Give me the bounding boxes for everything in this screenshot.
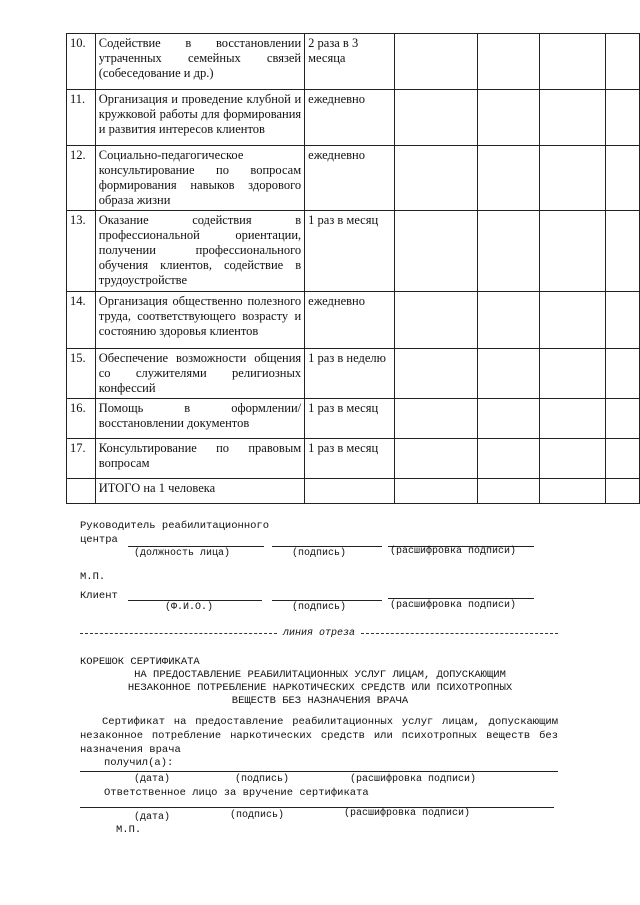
row-number: 16. <box>67 399 96 439</box>
empty-cell <box>478 349 540 399</box>
service-frequency: 1 раз в месяц <box>305 211 395 292</box>
caption-fio: (Ф.И.О.) <box>165 602 214 613</box>
cut-dash-right <box>361 633 558 634</box>
table-row <box>67 90 640 146</box>
head-label-line2: центра <box>80 534 118 546</box>
service-name: Содействие в восстановлении утраченных семейных связей (собеседование и др.) <box>95 34 304 90</box>
empty-cell <box>478 439 540 479</box>
empty-cell <box>394 146 478 211</box>
stub-title: КОРЕШОК СЕРТИФИКАТА <box>80 656 200 668</box>
empty-cell <box>540 90 606 146</box>
empty-cell <box>478 292 540 349</box>
table-row <box>67 399 640 439</box>
empty-cell <box>478 479 540 504</box>
cut-line <box>80 628 558 639</box>
empty-cell <box>540 292 606 349</box>
empty-cell <box>478 34 540 90</box>
empty-cell <box>394 211 478 292</box>
caption-stub-signature-2: (подпись) <box>230 810 285 821</box>
table-row <box>67 479 640 504</box>
empty-cell <box>606 146 640 211</box>
caption-date: (дата) <box>134 774 171 785</box>
empty-cell <box>606 292 640 349</box>
client-fio-line <box>128 600 262 601</box>
table-row <box>67 146 640 211</box>
client-label: Клиент <box>80 590 118 602</box>
table-row <box>67 292 640 349</box>
empty-cell <box>478 146 540 211</box>
service-frequency: ежедневно <box>305 90 395 146</box>
client-decoding-line <box>388 598 534 599</box>
caption-stub-decoding: (расшифровка подписи) <box>350 774 477 785</box>
cut-dash-left <box>80 633 277 634</box>
empty-cell <box>540 34 606 90</box>
empty-cell <box>394 34 478 90</box>
row-number: 17. <box>67 439 96 479</box>
stub-paragraph: Сертификат на предоставление реабилитационных услуг лицам, допускающим незаконное потребление наркотических средств или психотропных веществ без назначения врача <box>80 716 558 756</box>
table-row <box>67 439 640 479</box>
table-row <box>67 349 640 399</box>
empty-cell <box>540 479 606 504</box>
empty-cell <box>540 146 606 211</box>
head-signature-line <box>272 546 382 547</box>
service-frequency: 1 раз в неделю <box>305 349 395 399</box>
service-frequency: 1 раз в месяц <box>305 399 395 439</box>
caption-decoding: (расшифровка подписи) <box>390 546 517 557</box>
empty-cell <box>394 349 478 399</box>
empty-cell <box>540 439 606 479</box>
service-name: Организация общественно полезного труда, соответствующего возрасту и состоянию здоровья клиентов <box>95 292 304 349</box>
row-number: 13. <box>67 211 96 292</box>
empty-cell <box>478 211 540 292</box>
empty-cell <box>606 34 640 90</box>
stub-subtitle-2: НЕЗАКОННОЕ ПОТРЕБЛЕНИЕ НАРКОТИЧЕСКИХ СРЕДСТВ ИЛИ ПСИХОТРОПНЫХ <box>127 682 513 694</box>
received-line <box>80 771 558 772</box>
caption-date-2: (дата) <box>134 812 171 823</box>
caption-client-signature: (подпись) <box>292 602 347 613</box>
row-number: 14. <box>67 292 96 349</box>
row-number: 10. <box>67 34 96 90</box>
received-label: получил(а): <box>104 757 174 769</box>
service-frequency: 2 раза в 3 месяца <box>305 34 395 90</box>
empty-cell <box>540 399 606 439</box>
service-name: Обеспечение возможности общения со служителями религиозных конфессий <box>95 349 304 399</box>
empty-cell <box>394 479 478 504</box>
empty-cell <box>394 399 478 439</box>
row-number <box>67 479 96 504</box>
head-label-line1: Руководитель реабилитационного <box>80 520 270 532</box>
head-position-line <box>128 546 264 547</box>
empty-cell <box>394 439 478 479</box>
row-number: 12. <box>67 146 96 211</box>
empty-cell <box>540 349 606 399</box>
stub-subtitle-1: НА ПРЕДОСТАВЛЕНИЕ РЕАБИЛИТАЦИОННЫХ УСЛУГ ЛИЦАМ, ДОПУСКАЮЩИМ <box>134 669 506 681</box>
table-row <box>67 34 640 90</box>
caption-stub-decoding-2: (расшифровка подписи) <box>344 808 471 819</box>
caption-position: (должность лица) <box>134 548 231 559</box>
service-name: ИТОГО на 1 человека <box>95 479 304 504</box>
empty-cell <box>540 211 606 292</box>
cut-line-label: линия отреза <box>283 628 356 639</box>
row-number: 11. <box>67 90 96 146</box>
service-frequency <box>305 479 395 504</box>
service-name: Оказание содействия в профессиональной ориентации, получении профессионального обучения клиентов, содействие в трудоустройстве <box>95 211 304 292</box>
caption-client-decoding: (расшифровка подписи) <box>390 600 517 611</box>
responsible-line <box>80 807 554 808</box>
services-table <box>66 33 640 504</box>
mp-label: М.П. <box>80 571 106 583</box>
empty-cell <box>606 211 640 292</box>
service-name: Помощь в оформлении/восстановлении документов <box>95 399 304 439</box>
service-name: Социально-педагогическое консультирование по вопросам формирования навыков здорового образа жизни <box>95 146 304 211</box>
caption-signature: (подпись) <box>292 548 347 559</box>
empty-cell <box>606 399 640 439</box>
client-signature-line <box>272 600 382 601</box>
service-name: Организация и проведение клубной и кружковой работы для формирования и развития интересов клиентов <box>95 90 304 146</box>
row-number: 15. <box>67 349 96 399</box>
empty-cell <box>606 479 640 504</box>
service-frequency: ежедневно <box>305 146 395 211</box>
responsible-label: Ответственное лицо за вручение сертификата <box>104 787 369 799</box>
empty-cell <box>394 90 478 146</box>
empty-cell <box>606 349 640 399</box>
empty-cell <box>478 90 540 146</box>
caption-stub-signature: (подпись) <box>235 774 290 785</box>
table-row <box>67 211 640 292</box>
service-frequency: ежедневно <box>305 292 395 349</box>
empty-cell <box>606 90 640 146</box>
empty-cell <box>394 292 478 349</box>
service-frequency: 1 раз в месяц <box>305 439 395 479</box>
stub-mp-label: М.П. <box>116 824 142 836</box>
empty-cell <box>606 439 640 479</box>
stub-subtitle-3: ВЕЩЕСТВ БЕЗ НАЗНАЧЕНИЯ ВРАЧА <box>231 695 409 707</box>
service-name: Консультирование по правовым вопросам <box>95 439 304 479</box>
empty-cell <box>478 399 540 439</box>
